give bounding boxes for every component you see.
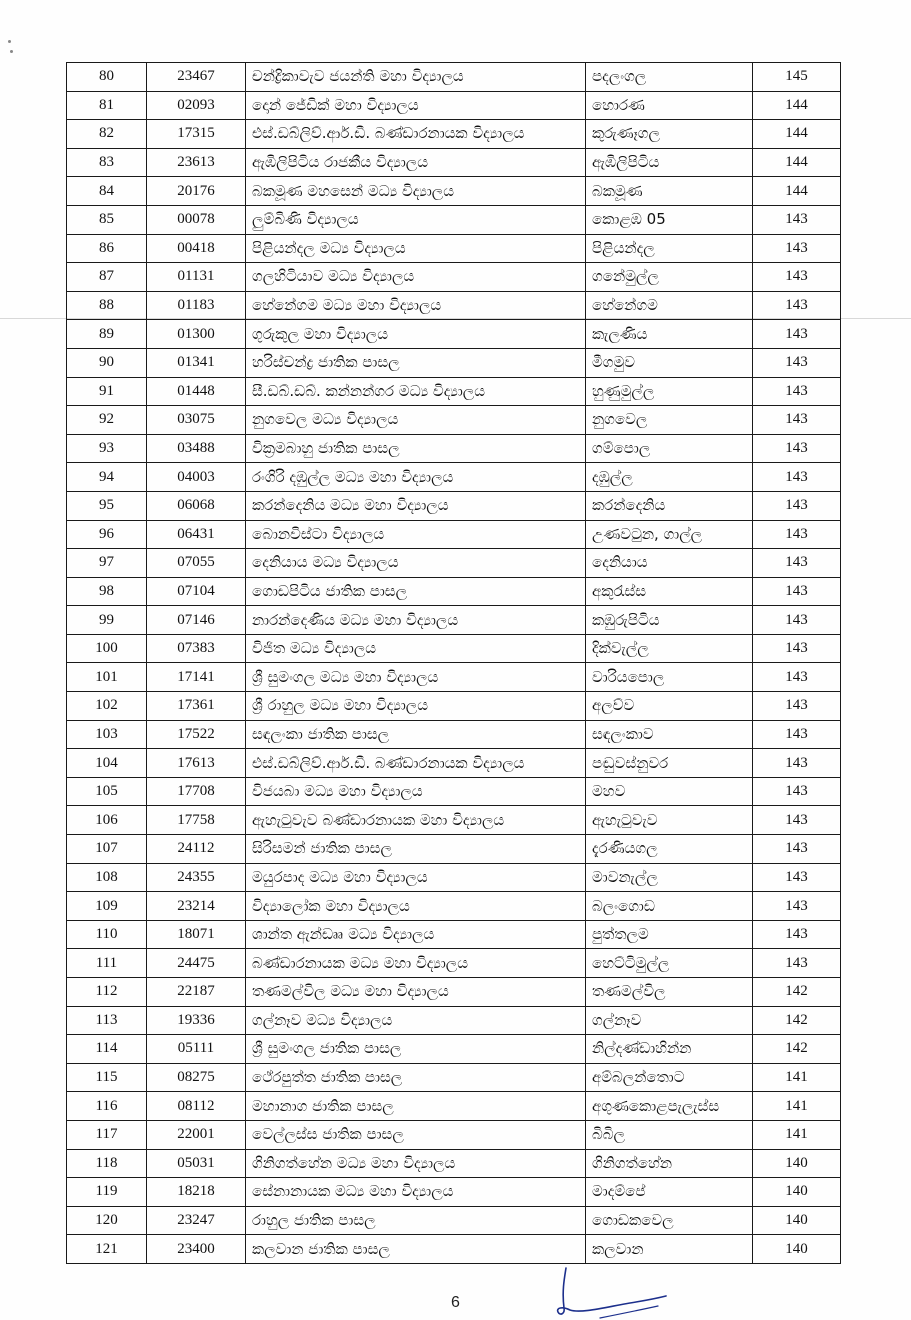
school-name-cell: ශ්‍රී සුමංගල මධ්‍ය මහා විද්‍යාලය — [246, 663, 586, 692]
school-name-cell: වෙල්ලස්ස ජාතික පාසල — [246, 1120, 586, 1149]
school-code-cell: 04003 — [147, 463, 246, 492]
marks-cell: 143 — [753, 463, 841, 492]
location-cell: ගම්පොල — [586, 434, 753, 463]
table-row — [67, 549, 841, 578]
rank-cell: 82 — [67, 120, 147, 149]
school-name-cell: ලුම්බිණි විද්‍යාලය — [246, 205, 586, 234]
marks-cell: 143 — [753, 920, 841, 949]
school-name-cell: සඳලංකා ජාතික පාසල — [246, 720, 586, 749]
marks-cell: 144 — [753, 91, 841, 120]
table-row — [67, 806, 841, 835]
table-row — [67, 1235, 841, 1264]
scan-speck — [10, 50, 13, 53]
location-cell: ඇහැටුවැව — [586, 806, 753, 835]
table-row — [67, 520, 841, 549]
marks-cell: 143 — [753, 291, 841, 320]
school-name-cell: විද්‍යාලෝක මහා විද්‍යාලය — [246, 892, 586, 921]
schools-table-body — [67, 63, 841, 1264]
school-code-cell: 07383 — [147, 634, 246, 663]
rank-cell: 116 — [67, 1092, 147, 1121]
school-code-cell: 19336 — [147, 1006, 246, 1035]
school-code-cell: 17758 — [147, 806, 246, 835]
rank-cell: 90 — [67, 348, 147, 377]
rank-cell: 111 — [67, 949, 147, 978]
table-row — [67, 91, 841, 120]
school-name-cell: ගලහිටියාව මධ්‍ය විද්‍යාලය — [246, 263, 586, 292]
rank-cell: 112 — [67, 978, 147, 1007]
school-name-cell: ගල්නෑව මධ්‍ය විද්‍යාලය — [246, 1006, 586, 1035]
location-cell: හේනේගම — [586, 291, 753, 320]
school-name-cell: රංගිරි දඹුල්ල මධ්‍ය මහා විද්‍යාලය — [246, 463, 586, 492]
school-code-cell: 00418 — [147, 234, 246, 263]
location-cell: දෙනියාය — [586, 549, 753, 578]
location-cell: හුණුමුල්ල — [586, 377, 753, 406]
rank-cell: 121 — [67, 1235, 147, 1264]
schools-table — [66, 62, 841, 1264]
table-row — [67, 720, 841, 749]
marks-cell: 143 — [753, 205, 841, 234]
rank-cell: 91 — [67, 377, 147, 406]
location-cell: අගුණකොළපැලැස්ස — [586, 1092, 753, 1121]
school-code-cell: 08112 — [147, 1092, 246, 1121]
table-row — [67, 1092, 841, 1121]
marks-cell: 143 — [753, 577, 841, 606]
marks-cell: 143 — [753, 949, 841, 978]
school-name-cell: සිරිසමන් ජාතික පාසල — [246, 835, 586, 864]
location-cell: නිල්දණ්ඩාහින්න — [586, 1035, 753, 1064]
table-row — [67, 892, 841, 921]
table-row — [67, 434, 841, 463]
school-code-cell: 05111 — [147, 1035, 246, 1064]
table-row — [67, 577, 841, 606]
rank-cell: 93 — [67, 434, 147, 463]
marks-cell: 143 — [753, 720, 841, 749]
school-name-cell: ශ්‍රී සුමංගල ජාතික පාසල — [246, 1035, 586, 1064]
school-code-cell: 24112 — [147, 835, 246, 864]
table-row — [67, 234, 841, 263]
rank-cell: 98 — [67, 577, 147, 606]
rank-cell: 114 — [67, 1035, 147, 1064]
location-cell: තණමල්විල — [586, 978, 753, 1007]
school-name-cell: විජයබා මධ්‍ය මහා විද්‍යාලය — [246, 777, 586, 806]
rank-cell: 106 — [67, 806, 147, 835]
table-row — [67, 1149, 841, 1178]
table-row — [67, 1035, 841, 1064]
school-name-cell: සී.ඩබ්.ඩබ්. කන්නන්ගර මධ්‍ය විද්‍යාලය — [246, 377, 586, 406]
location-cell: කරන්දෙනිය — [586, 491, 753, 520]
table-row — [67, 978, 841, 1007]
rank-cell: 81 — [67, 91, 147, 120]
rank-cell: 96 — [67, 520, 147, 549]
location-cell: ගල්නෑව — [586, 1006, 753, 1035]
table-row — [67, 491, 841, 520]
scan-speck — [8, 40, 11, 43]
page-number: 6 — [451, 1294, 460, 1311]
school-code-cell: 07055 — [147, 549, 246, 578]
school-name-cell: මහානාග ජාතික පාසල — [246, 1092, 586, 1121]
school-code-cell: 17361 — [147, 692, 246, 721]
table-row — [67, 663, 841, 692]
location-cell: ගොඩකවෙල — [586, 1206, 753, 1235]
school-name-cell: ථේරපුත්ත ජාතික පාසල — [246, 1063, 586, 1092]
location-cell: අකුරැස්ස — [586, 577, 753, 606]
school-code-cell: 06068 — [147, 491, 246, 520]
school-code-cell: 05031 — [147, 1149, 246, 1178]
school-name-cell: හේනේගම මධ්‍ය මහා විද්‍යාලය — [246, 291, 586, 320]
school-name-cell: පිළියන්දල මධ්‍ය විද්‍යාලය — [246, 234, 586, 263]
school-name-cell: කරන්දෙනිය මධ්‍ය මහා විද්‍යාලය — [246, 491, 586, 520]
marks-cell: 141 — [753, 1120, 841, 1149]
school-name-cell: නුගවෙල මධ්‍ය විද්‍යාලය — [246, 406, 586, 435]
marks-cell: 143 — [753, 863, 841, 892]
school-code-cell: 17708 — [147, 777, 246, 806]
location-cell: හෙට්ටිමුල්ල — [586, 949, 753, 978]
school-code-cell: 01341 — [147, 348, 246, 377]
school-code-cell: 01300 — [147, 320, 246, 349]
table-row — [67, 606, 841, 635]
location-cell: වාරියපොල — [586, 663, 753, 692]
table-row — [67, 177, 841, 206]
school-name-cell: දොන් ජේඩික් මහා විද්‍යාලය — [246, 91, 586, 120]
school-name-cell: තණමල්විල මධ්‍ය මහා විද්‍යාලය — [246, 978, 586, 1007]
table-row — [67, 63, 841, 92]
marks-cell: 142 — [753, 978, 841, 1007]
school-name-cell: ශාන්ත ඇන්ඩෲ මධ්‍ය විද්‍යාලය — [246, 920, 586, 949]
location-cell: බකමූණ — [586, 177, 753, 206]
rank-cell: 118 — [67, 1149, 147, 1178]
rank-cell: 88 — [67, 291, 147, 320]
school-name-cell: බකමූණ මහසෙන් මධ්‍ය විද්‍යාලය — [246, 177, 586, 206]
school-code-cell: 03075 — [147, 406, 246, 435]
school-name-cell: ඇඹිලිපිටිය රාජකීය විද්‍යාලය — [246, 148, 586, 177]
marks-cell: 141 — [753, 1092, 841, 1121]
rank-cell: 83 — [67, 148, 147, 177]
location-cell: බලංගොඩ — [586, 892, 753, 921]
location-cell: උණවටුන, ගාල්ල — [586, 520, 753, 549]
rank-cell: 117 — [67, 1120, 147, 1149]
location-cell: මාවනැල්ල — [586, 863, 753, 892]
table-row — [67, 148, 841, 177]
rank-cell: 101 — [67, 663, 147, 692]
school-code-cell: 17522 — [147, 720, 246, 749]
school-code-cell: 06431 — [147, 520, 246, 549]
school-code-cell: 07104 — [147, 577, 246, 606]
rank-cell: 86 — [67, 234, 147, 263]
school-code-cell: 00078 — [147, 205, 246, 234]
rank-cell: 110 — [67, 920, 147, 949]
location-cell: පදලංගල — [586, 63, 753, 92]
school-code-cell: 24475 — [147, 949, 246, 978]
location-cell: දැරණියගල — [586, 835, 753, 864]
table-row — [67, 949, 841, 978]
marks-cell: 144 — [753, 177, 841, 206]
rank-cell: 97 — [67, 549, 147, 578]
table-row — [67, 348, 841, 377]
location-cell: ගිනිගත්හේන — [586, 1149, 753, 1178]
rank-cell: 87 — [67, 263, 147, 292]
location-cell: පිළියන්දල — [586, 234, 753, 263]
table-row — [67, 1063, 841, 1092]
marks-cell: 143 — [753, 606, 841, 635]
school-name-cell: හරිස්චන්ද්‍ර ජාතික පාසල — [246, 348, 586, 377]
table-row — [67, 920, 841, 949]
location-cell: පුත්තලම — [586, 920, 753, 949]
rank-cell: 85 — [67, 205, 147, 234]
school-code-cell: 17315 — [147, 120, 246, 149]
marks-cell: 143 — [753, 320, 841, 349]
school-name-cell: විජිත මධ්‍ය විද්‍යාලය — [246, 634, 586, 663]
rank-cell: 115 — [67, 1063, 147, 1092]
rank-cell: 104 — [67, 749, 147, 778]
marks-cell: 143 — [753, 348, 841, 377]
school-name-cell: කලවාන ජාතික පාසල — [246, 1235, 586, 1264]
table-row — [67, 320, 841, 349]
school-name-cell: එස්.ඩබ්ලිව්.ආර්.ඩී. බණ්ඩාරනායක විද්‍යාලය — [246, 120, 586, 149]
school-name-cell: ශ්‍රී රාහුල මධ්‍ය මහා විද්‍යාලය — [246, 692, 586, 721]
location-cell: කඹුරුපිටිය — [586, 606, 753, 635]
table-row — [67, 749, 841, 778]
marks-cell: 140 — [753, 1178, 841, 1207]
marks-cell: 144 — [753, 120, 841, 149]
school-code-cell: 24355 — [147, 863, 246, 892]
location-cell: අම්බලන්තොට — [586, 1063, 753, 1092]
table-row — [67, 777, 841, 806]
school-name-cell: බණ්ඩාරනායක මධ්‍ය මහා විද්‍යාලය — [246, 949, 586, 978]
marks-cell: 143 — [753, 777, 841, 806]
rank-cell: 103 — [67, 720, 147, 749]
location-cell: මාදම්පේ — [586, 1178, 753, 1207]
school-name-cell: මයුරපාද මධ්‍ය මහා විද්‍යාලය — [246, 863, 586, 892]
marks-cell: 144 — [753, 148, 841, 177]
school-code-cell: 17613 — [147, 749, 246, 778]
table-row — [67, 634, 841, 663]
table-row — [67, 205, 841, 234]
school-name-cell: රාහුල ජාතික පාසල — [246, 1206, 586, 1235]
rank-cell: 120 — [67, 1206, 147, 1235]
school-code-cell: 22187 — [147, 978, 246, 1007]
rank-cell: 119 — [67, 1178, 147, 1207]
school-name-cell: නාරන්දෙණිය මධ්‍ය මහා විද්‍යාලය — [246, 606, 586, 635]
school-code-cell: 23467 — [147, 63, 246, 92]
location-cell: මීගමුව — [586, 348, 753, 377]
school-code-cell: 03488 — [147, 434, 246, 463]
location-cell: බිබිල — [586, 1120, 753, 1149]
table-row — [67, 1120, 841, 1149]
location-cell: නුගවෙල — [586, 406, 753, 435]
school-name-cell: ගිනිගත්හේන මධ්‍ය මහා විද්‍යාලය — [246, 1149, 586, 1178]
school-code-cell: 23247 — [147, 1206, 246, 1235]
marks-cell: 143 — [753, 491, 841, 520]
marks-cell: 143 — [753, 377, 841, 406]
rank-cell: 102 — [67, 692, 147, 721]
table-row — [67, 291, 841, 320]
school-name-cell: සේනානායක මධ්‍ය මහා විද්‍යාලය — [246, 1178, 586, 1207]
marks-cell: 143 — [753, 806, 841, 835]
table-row — [67, 406, 841, 435]
rank-cell: 84 — [67, 177, 147, 206]
school-name-cell: ගුරුකුල මහා විද්‍යාලය — [246, 320, 586, 349]
rank-cell: 89 — [67, 320, 147, 349]
marks-cell: 143 — [753, 406, 841, 435]
marks-cell: 143 — [753, 520, 841, 549]
table-row — [67, 1206, 841, 1235]
rank-cell: 95 — [67, 491, 147, 520]
school-name-cell: බොනවිස්ටා විද්‍යාලය — [246, 520, 586, 549]
marks-cell: 142 — [753, 1035, 841, 1064]
location-cell: ගනේමුල්ල — [586, 263, 753, 292]
location-cell: දඹුල්ල — [586, 463, 753, 492]
table-row — [67, 120, 841, 149]
rank-cell: 100 — [67, 634, 147, 663]
table-row — [67, 463, 841, 492]
marks-cell: 143 — [753, 892, 841, 921]
table-row — [67, 835, 841, 864]
school-code-cell: 01131 — [147, 263, 246, 292]
rank-cell: 99 — [67, 606, 147, 635]
school-code-cell: 18071 — [147, 920, 246, 949]
school-name-cell: දෙනියාය මධ්‍ය විද්‍යාලය — [246, 549, 586, 578]
school-name-cell: එස්.ඩබ්ලිව්.ආර්.ඩී. බණ්ඩාරනායක විද්‍යාලය — [246, 749, 586, 778]
marks-cell: 143 — [753, 835, 841, 864]
location-cell: ඇඹිලිපිටිය — [586, 148, 753, 177]
location-cell: හොරණ — [586, 91, 753, 120]
marks-cell: 143 — [753, 749, 841, 778]
school-code-cell: 02093 — [147, 91, 246, 120]
school-name-cell: වික්‍රමබාහු ජාතික පාසල — [246, 434, 586, 463]
location-cell: සඳලංකාව — [586, 720, 753, 749]
rank-cell: 92 — [67, 406, 147, 435]
location-cell: දික්වැල්ල — [586, 634, 753, 663]
rank-cell: 105 — [67, 777, 147, 806]
school-code-cell: 18218 — [147, 1178, 246, 1207]
marks-cell: 142 — [753, 1006, 841, 1035]
location-cell: කොළඹ 05 — [586, 205, 753, 234]
table-row — [67, 263, 841, 292]
marks-cell: 140 — [753, 1149, 841, 1178]
location-cell: කැලණිය — [586, 320, 753, 349]
school-code-cell: 17141 — [147, 663, 246, 692]
marks-cell: 143 — [753, 434, 841, 463]
location-cell: පඬුවස්නුවර — [586, 749, 753, 778]
school-code-cell: 23400 — [147, 1235, 246, 1264]
rank-cell: 80 — [67, 63, 147, 92]
rank-cell: 107 — [67, 835, 147, 864]
marks-cell: 140 — [753, 1235, 841, 1264]
location-cell: අලව්ව — [586, 692, 753, 721]
table-row — [67, 1178, 841, 1207]
marks-cell: 143 — [753, 634, 841, 663]
rank-cell: 109 — [67, 892, 147, 921]
table-row — [67, 1006, 841, 1035]
school-name-cell: ඇහැටුවැව බණ්ඩාරනායක මහා විද්‍යාලය — [246, 806, 586, 835]
marks-cell: 143 — [753, 692, 841, 721]
school-code-cell: 08275 — [147, 1063, 246, 1092]
location-cell: කලවාන — [586, 1235, 753, 1264]
rank-cell: 113 — [67, 1006, 147, 1035]
marks-cell: 140 — [753, 1206, 841, 1235]
school-code-cell: 22001 — [147, 1120, 246, 1149]
marks-cell: 143 — [753, 663, 841, 692]
school-code-cell: 07146 — [147, 606, 246, 635]
school-code-cell: 01183 — [147, 291, 246, 320]
marks-cell: 141 — [753, 1063, 841, 1092]
school-code-cell: 23214 — [147, 892, 246, 921]
school-code-cell: 01448 — [147, 377, 246, 406]
marks-cell: 143 — [753, 234, 841, 263]
marks-cell: 143 — [753, 549, 841, 578]
rank-cell: 108 — [67, 863, 147, 892]
school-code-cell: 20176 — [147, 177, 246, 206]
location-cell: කුරුණෑගල — [586, 120, 753, 149]
rank-cell: 94 — [67, 463, 147, 492]
table-row — [67, 863, 841, 892]
location-cell: මහව — [586, 777, 753, 806]
marks-cell: 143 — [753, 263, 841, 292]
marks-cell: 145 — [753, 63, 841, 92]
school-name-cell: චන්ද්‍රිකාවැව ජයන්ති මහා විද්‍යාලය — [246, 63, 586, 92]
school-name-cell: ගොඩපිටිය ජාතික පාසල — [246, 577, 586, 606]
table-row — [67, 692, 841, 721]
school-code-cell: 23613 — [147, 148, 246, 177]
table-row — [67, 377, 841, 406]
